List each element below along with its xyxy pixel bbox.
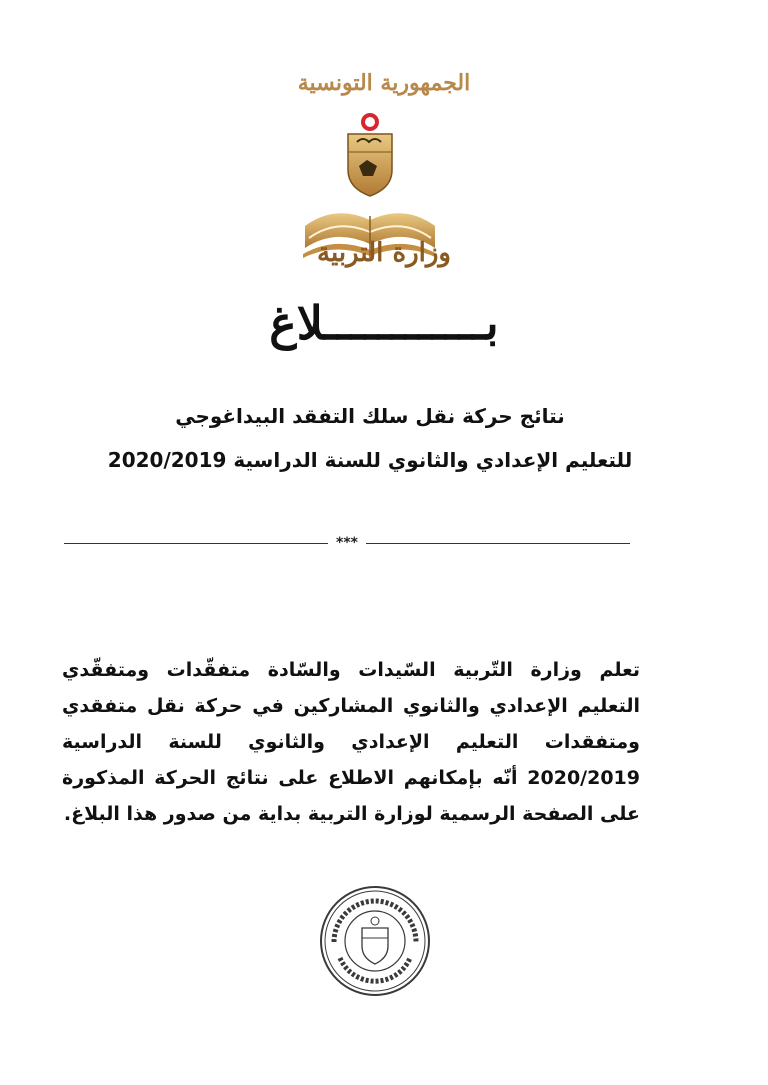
subject — [60, 394, 680, 482]
separator-line — [64, 543, 328, 544]
ministry-logo — [295, 108, 445, 308]
republic-heading: الجمهورية التونسية — [297, 70, 471, 96]
subject-line-2: للتعليم الإعدادي والثانوي للسنة الدراسية 2020/2019 — [107, 448, 633, 472]
page-title: بــــــــــــلاغ — [269, 296, 499, 350]
separator — [64, 533, 630, 553]
letterhead — [0, 70, 768, 96]
stamp-seal-icon — [318, 884, 432, 998]
announcement-body: تعلم وزارة التّربية السّيدات والسّادة متفقّدات ومتفقّدي التعليم الإعدادي والثانوي المشاركين في حركة نقل متفقدي ومتفقدات التعليم الإعدادي والثانوي للسنة الدراسية 2020/2019 أنّه بإمكانهم الاطلاع على نتائج الحركة المذكورة على الصفحة الرسمية لوزارة التربية بداية من صدور هذا البلاغ. — [62, 659, 640, 825]
ministry-name: وزارة التربية — [317, 238, 451, 268]
separator-line — [366, 543, 630, 544]
separator-stars: *** — [336, 535, 358, 551]
subject-line-1: نتائج حركة نقل سلك التفقد البيداغوجي — [175, 404, 565, 428]
official-stamp — [318, 884, 432, 998]
